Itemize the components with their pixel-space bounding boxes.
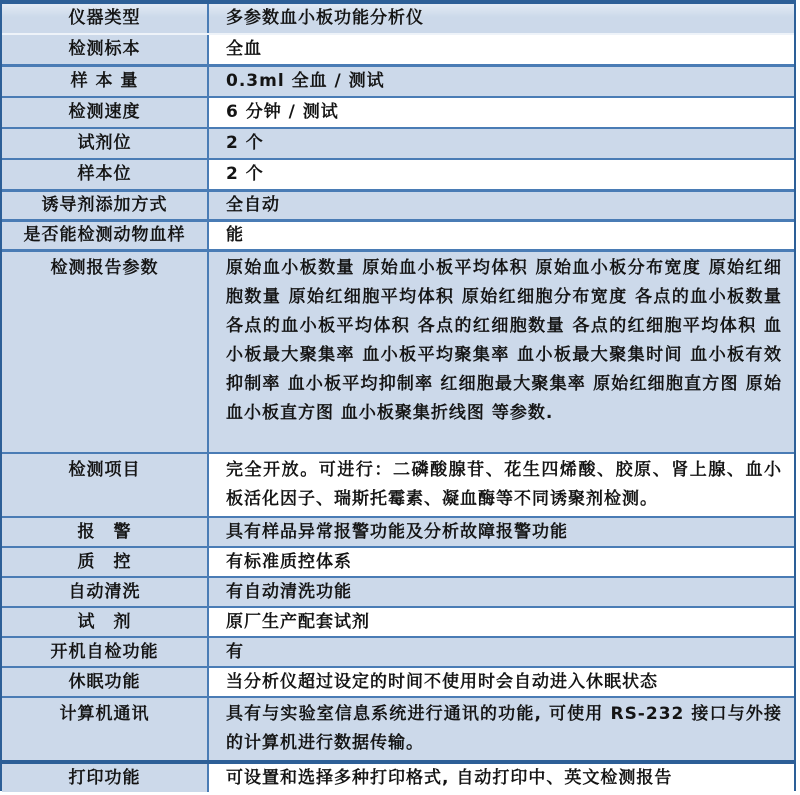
spec-label: 报 警: [2, 518, 209, 546]
spec-label: 休眠功能: [2, 668, 209, 696]
spec-label: 检测速度: [2, 98, 209, 127]
spec-label: 计算机通讯: [2, 698, 209, 760]
spec-value: 有标准质控体系: [209, 548, 794, 576]
spec-label: 样本位: [2, 160, 209, 189]
spec-value: 原厂生产配套试剂: [209, 608, 794, 636]
spec-label: 诱导剂添加方式: [2, 192, 209, 219]
row-test-speed: [2, 98, 794, 129]
row-reagent: [2, 608, 794, 638]
row-animal-blood-capable: [2, 222, 794, 252]
spec-label: 是否能检测动物血样: [2, 222, 209, 249]
spec-value: 具有与实验室信息系统进行通讯的功能, 可使用 RS-232 接口与外接的计算机进行数据传输。: [209, 698, 794, 760]
spec-label: 检测项目: [2, 454, 209, 516]
row-sample-positions: [2, 160, 794, 192]
row-auto-cleaning: [2, 578, 794, 608]
spec-value: 多参数血小板功能分析仪: [209, 4, 794, 33]
spec-label: 质 控: [2, 548, 209, 576]
spec-label: 检测标本: [2, 35, 209, 64]
row-sample-volume: [2, 67, 794, 98]
spec-label: 样 本 量: [2, 67, 209, 96]
spec-value: 原始血小板数量 原始血小板平均体积 原始血小板分布宽度 原始红细胞数量 原始红细胞平均体积 原始红细胞分布宽度 各点的血小板数量 各点的血小板平均体积 各点的红细胞数量 各点的红细胞平均体积 血小板最大聚集率 血小板平均聚集率 血小板最大聚集时间 血小板有效抑制率 血小板平均抑制率 红细胞最大聚集率 原始红细胞直方图 原始血小板直方图 血小板聚集折线图 等参数.: [209, 252, 794, 452]
row-instrument-type: [2, 4, 794, 35]
spec-value: 能: [209, 222, 794, 249]
row-report-parameters: [2, 252, 794, 454]
spec-value: 0.3ml 全血 / 测试: [209, 67, 794, 96]
spec-value: 6 分钟 / 测试: [209, 98, 794, 127]
spec-label: 试剂位: [2, 129, 209, 158]
row-sleep-mode: [2, 668, 794, 698]
spec-label: 打印功能: [2, 764, 209, 792]
row-alarm: [2, 518, 794, 548]
spec-value: 2 个: [209, 129, 794, 158]
spec-value: 有: [209, 638, 794, 666]
row-test-items: [2, 454, 794, 518]
spec-label: 开机自检功能: [2, 638, 209, 666]
row-self-check: [2, 638, 794, 668]
row-computer-communication: [2, 698, 794, 764]
spec-value: 完全开放。可进行：二磷酸腺苷、花生四烯酸、胶原、肾上腺、血小板活化因子、瑞斯托霉素、凝血酶等不同诱聚剂检测。: [209, 454, 794, 516]
row-print: [2, 764, 794, 792]
spec-value: 2 个: [209, 160, 794, 189]
spec-value: 具有样品异常报警功能及分析故障报警功能: [209, 518, 794, 546]
row-inducer-adding-mode: [2, 192, 794, 222]
spec-value: 当分析仪超过设定的时间不使用时会自动进入休眠状态: [209, 668, 794, 696]
spec-label: 试 剂: [2, 608, 209, 636]
spec-label: 仪器类型: [2, 4, 209, 33]
spec-value: 全血: [209, 35, 794, 64]
row-qc: [2, 548, 794, 578]
spec-value: 可设置和选择多种打印格式, 自动打印中、英文检测报告: [209, 764, 794, 792]
spec-value: 有自动清洗功能: [209, 578, 794, 606]
spec-value: 全自动: [209, 192, 794, 219]
row-reagent-positions: [2, 129, 794, 160]
row-sample-type: [2, 35, 794, 67]
spec-label: 自动清洗: [2, 578, 209, 606]
spec-label: 检测报告参数: [2, 252, 209, 452]
